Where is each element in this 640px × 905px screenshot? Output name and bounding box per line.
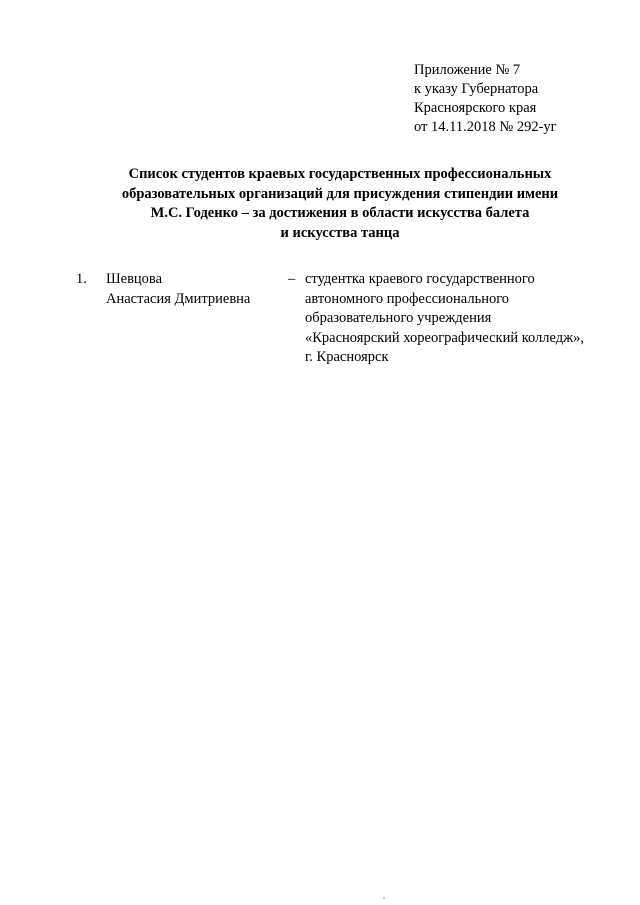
description-line: студентка краевого государственного: [305, 271, 535, 287]
title-line: и искусства танца: [280, 224, 400, 241]
list-item-number: 1.: [76, 271, 87, 287]
scan-dot: [383, 897, 385, 899]
description-line: «Красноярский хореографический колледж»,: [305, 329, 585, 346]
appendix-line: Красноярского края: [414, 100, 537, 116]
description-line: образовательного учреждения: [305, 310, 492, 326]
list-item-dash: –: [288, 271, 296, 287]
student-given-names: Анастасия Дмитриевна: [106, 290, 251, 307]
appendix-line: от 14.11.2018 № 292-уг: [414, 119, 557, 135]
description-line: г. Красноярск: [305, 349, 389, 365]
title-line: М.С. Годенко – за достижения в области искусства балета: [150, 205, 530, 221]
appendix-line: Приложение № 7: [414, 62, 521, 78]
title-line: образовательных организаций для присуждения стипендии имени: [121, 185, 559, 202]
student-surname: Шевцова: [106, 271, 163, 287]
document-title: [60, 165, 620, 243]
student-name: [106, 270, 250, 309]
appendix-line: к указу Губернатора: [414, 81, 539, 97]
title-line: Список студентов краевых государственных профессиональных: [128, 166, 552, 182]
appendix-header: [414, 61, 557, 137]
student-description: [305, 270, 605, 368]
description-line: автономного профессионального: [305, 290, 510, 307]
